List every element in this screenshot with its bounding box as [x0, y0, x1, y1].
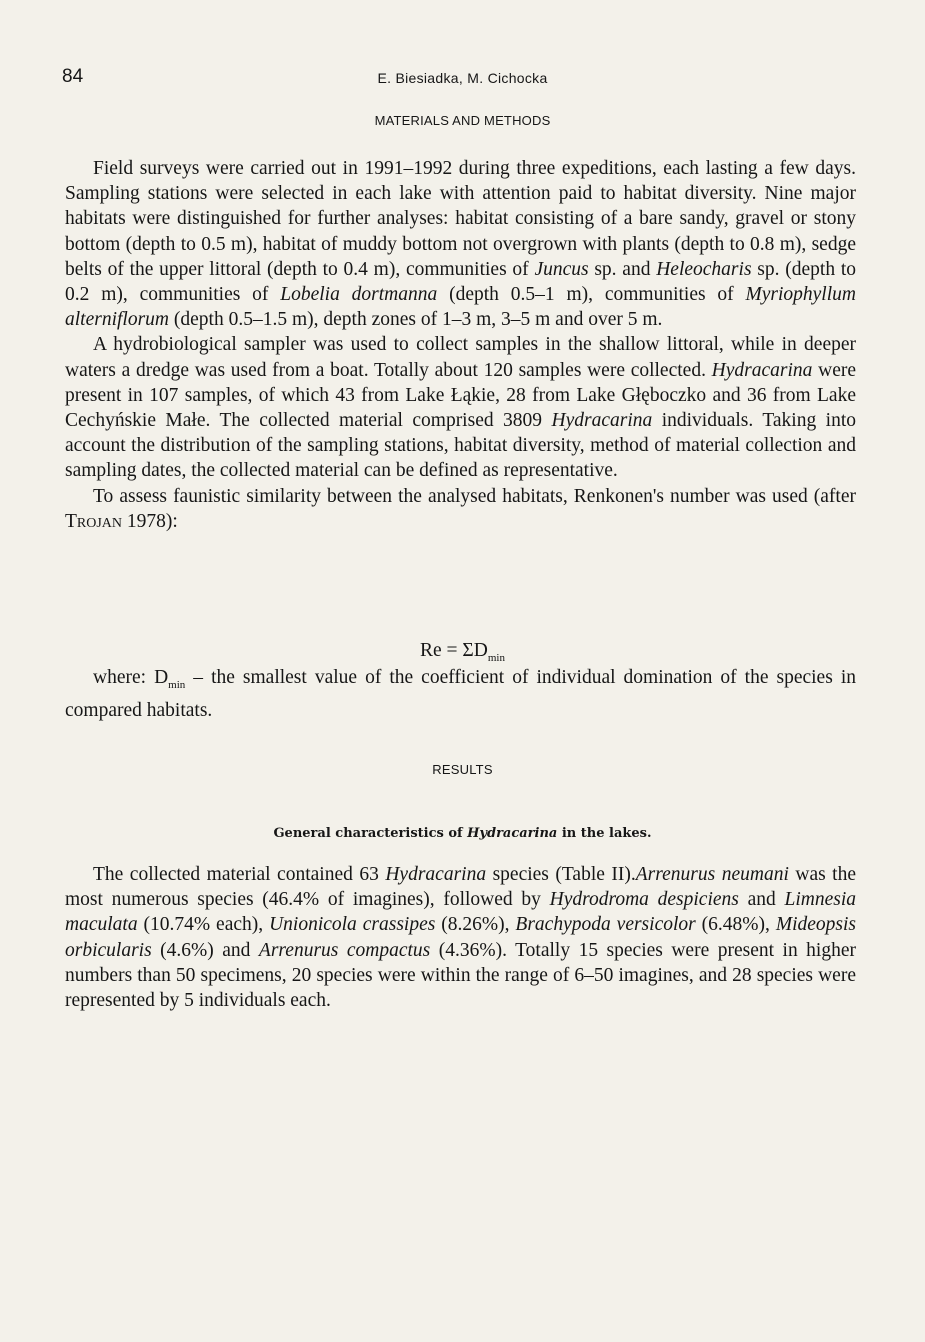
text-run: was the most numerous species (46.4% of imagines), followed by: [65, 864, 857, 911]
results-heading: RESULTS: [432, 762, 493, 777]
text-run: (10.74% each),: [137, 914, 270, 936]
formula-subscript: min: [487, 652, 505, 664]
italic-term: Limnesia maculata: [65, 889, 857, 936]
text-run: species (Table II).: [486, 864, 636, 885]
running-head-authors: E. Biesiadka, M. Cichocka: [377, 70, 548, 86]
italic-term: Unionicola crassipes: [269, 914, 436, 936]
italic-term: Arrenurus neumani: [635, 864, 789, 885]
text-run: The collected material contained 63: [93, 864, 386, 885]
results-paragraph-1: [65, 862, 856, 1013]
italic-term: Arrenurus compactus: [258, 939, 431, 961]
methods-paragraph-3: [65, 484, 856, 534]
text-run: and: [738, 889, 785, 911]
text-run: (8.26%),: [435, 914, 516, 936]
text-run: General characteristics of: [273, 826, 468, 841]
text-run: (depth 0.5–1.5 m), depth zones of 1–3 m, 3–5 m and over 5 m.: [169, 309, 663, 331]
italic-term: Brachypoda versicolor: [515, 914, 696, 936]
italic-term: Hydracarina: [711, 359, 813, 381]
text-run: (6.48%),: [695, 914, 776, 936]
formula-explanation: [65, 665, 856, 723]
text-run: individuals. Taking into account the distribution of the sampling stations, habitat diversity, method of material collection and sampling dates, the collected material can be defined as representative.: [65, 410, 856, 482]
text-run: Field surveys were carried out in 1991–1992 during three expeditions, each lasting a few days. Sampling stations were selected in each lake with attention paid to habitat diversity. Nine major habitats were distinguished for further analyses: habitat consisting of a bare sandy, gravel or stony bottom (depth to 0.5 m), habitat of muddy bottom not overgrown with plants (depth to 0.8 m), sedge belts of the upper littoral (depth to 0.4 m), communities of: [65, 158, 856, 280]
italic-term: Hydracarina: [551, 410, 653, 432]
subscript: min: [168, 679, 186, 691]
methods-text: [65, 156, 856, 534]
text-run: (depth 0.5–1 m), communities of: [437, 284, 746, 306]
text-run: To assess faunistic similarity between the analysed habitats, Renkonen's number was used (after: [93, 485, 856, 507]
text-run: – the smallest value of the coefficient of individual domination of the species in compared habitats.: [65, 667, 856, 722]
text-run: (4.6%) and: [151, 939, 259, 961]
italic-term: Mideopsis orbicularis: [65, 914, 856, 961]
renkonen-formula: [0, 640, 925, 664]
text-run: where: D: [93, 667, 169, 688]
text-run: in the lakes.: [557, 826, 652, 841]
text-run: (4.36%). Totally 15 species were present in higher numbers than 50 specimens, 20 species were within the range of 6–50 imagines, and 28 species were represented by 5 individuals each.: [65, 939, 856, 1012]
results-text: [65, 862, 856, 1013]
italic-term: Myriophyllum alterniflorum: [65, 284, 856, 331]
italic-term: Hydracarina: [385, 864, 487, 885]
where-paragraph: [65, 665, 856, 723]
text-run: sp. and: [588, 258, 657, 280]
methods-heading: MATERIALS AND METHODS: [374, 113, 551, 128]
formula-lhs: Re = ΣD: [420, 640, 488, 661]
methods-paragraph-1: [65, 156, 856, 332]
methods-paragraph-2: [65, 332, 856, 483]
page-number: 84: [62, 66, 84, 87]
italic-term: Heleocharis: [656, 258, 752, 280]
italic-term: Hydrodroma despiciens: [549, 889, 739, 911]
italic-term: Juncus: [534, 258, 589, 280]
author-citation: Trojan: [65, 510, 123, 532]
results-subheading: [0, 826, 925, 841]
text-run: were present in 107 samples, of which 43 from Lake Łąkie, 28 from Lake Głęboczko and 36 from Lake Cechyńskie Małe. The collected material comprised 3809: [65, 359, 856, 432]
text-run: sp. (depth to 0.2 m), communities of: [65, 258, 856, 306]
italic-term: Lobelia dortmanna: [280, 284, 438, 306]
italic-term: Hydracarina: [467, 826, 558, 841]
text-run: A hydrobiological sampler was used to collect samples in the shallow littoral, while in deeper waters a dredge was used from a boat. Totally about 120 samples were collected.: [65, 334, 856, 381]
text-run: 1978):: [122, 510, 178, 532]
